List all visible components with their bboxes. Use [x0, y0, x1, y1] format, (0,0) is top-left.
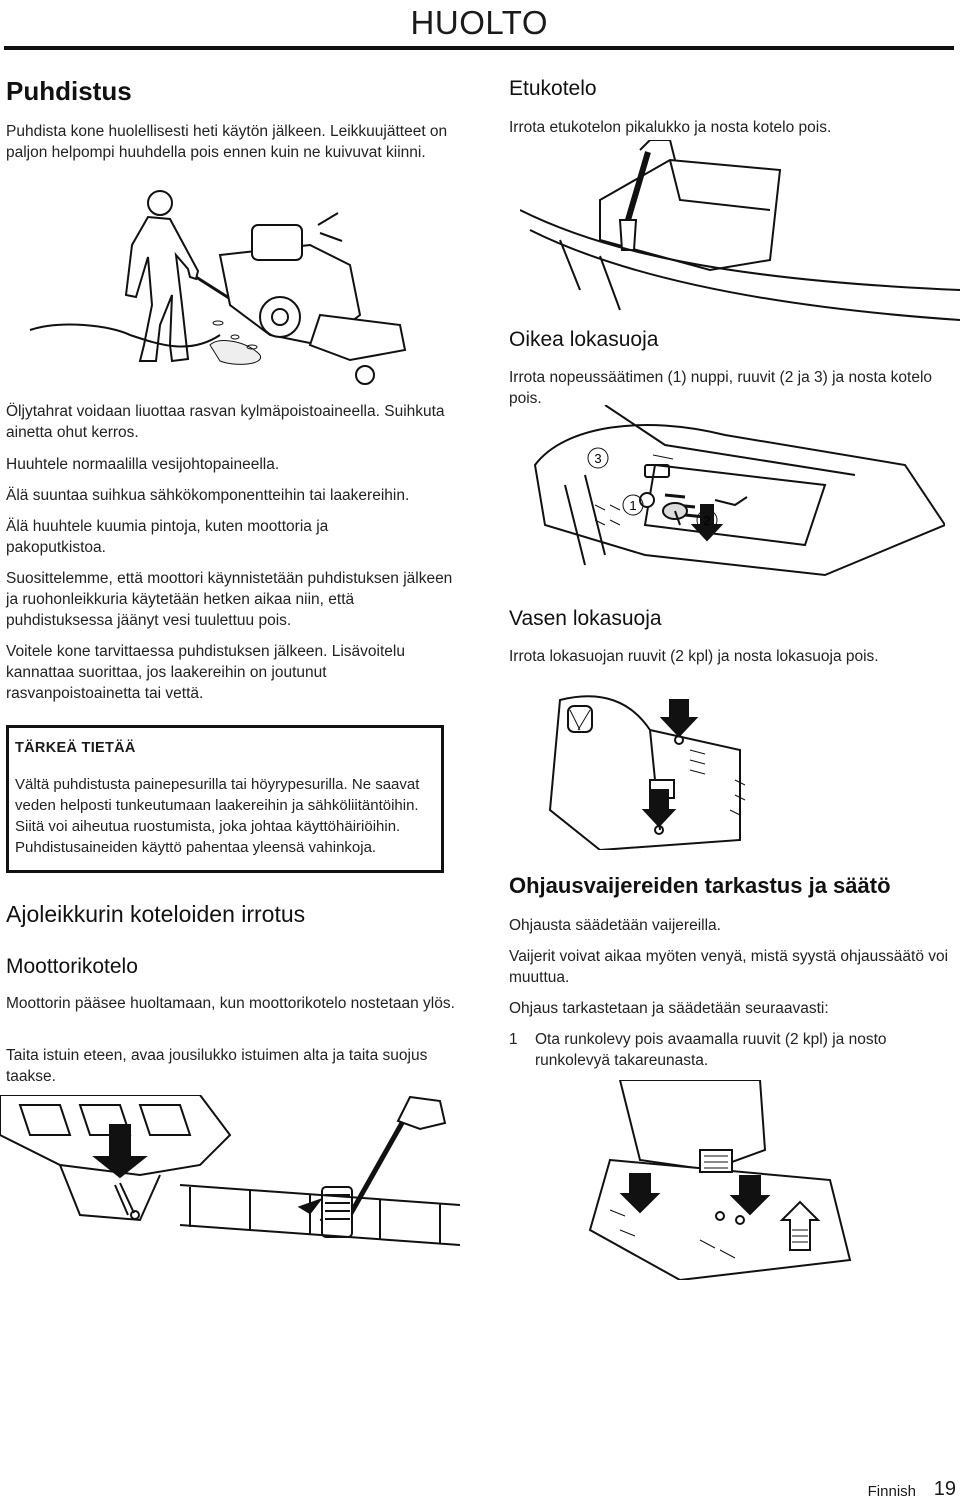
left-fender-illustration [540, 690, 760, 850]
callout-3: 3 [594, 451, 602, 466]
header-rule [4, 46, 954, 50]
right-fender-text: Irrota nopeussäätimen (1) nuppi, ruuvit (2 ja 3) ja nosta kotelo pois. [509, 369, 933, 407]
paragraph-no-spray-electrics: Älä suuntaa suihkua sähkökomponentteihin tai laakereihin. [6, 487, 410, 504]
section-title: HUOLTO [410, 4, 548, 41]
paragraph-run-engine: Suosittelemme, että moottori käynnistetään puhdistuksen jälkeen ja ruohonleikkuria käytetään hetken aikaa niin, että puhdistuksessa jäänyt vesi tuulettuu pois. [6, 570, 453, 629]
callout-2: 2 [703, 513, 711, 528]
paragraph-rinse: Huuhtele normaalilla vesijohtopaineella. [6, 456, 280, 473]
right-fender-illustration [525, 405, 945, 590]
floor-plate-illustration [580, 1080, 860, 1280]
page-number: 19 [933, 1478, 956, 1500]
front-cover-text: Irrota etukotelon pikalukko ja nosta kotelo pois. [509, 119, 832, 136]
steering-text-2: Vaijerit voivat aikaa myöten venyä, mistä syystä ohjaussäätö voi muuttua. [509, 948, 949, 986]
callout-1: 1 [629, 498, 637, 513]
covers-removal-heading: Ajoleikkurin koteloiden irrotus [6, 901, 306, 927]
paragraph-lubricate: Voitele kone tarvittaessa puhdistuksen jälkeen. Lisävoitelu kannattaa suorittaa, jos laakereihin on joutunut rasvanpoistoainetta tai vettä. [6, 643, 405, 702]
left-fender-text: Irrota lokasuojan ruuvit (2 kpl) ja nosta lokasuoja pois. [509, 648, 879, 665]
paragraph-oil-stains: Öljytahrat voidaan liuottaa rasvan kylmäpoistoaineella. Suihkuta ainetta ohut kerros. [6, 403, 445, 441]
front-cover-heading: Etukotelo [509, 77, 597, 100]
engine-cover-text-2: Taita istuin eteen, avaa jousilukko istuimen alta ja taita suojus taakse. [6, 1047, 428, 1085]
engine-cover-illustration [0, 1095, 460, 1280]
page-header [0, 0, 960, 46]
steering-cables-heading: Ohjausvaijereiden tarkastus ja säätö [509, 873, 891, 898]
puhdistus-heading: Puhdistus [6, 76, 132, 106]
steering-text-3: Ohjaus tarkastetaan ja säädetään seuraavasti: [509, 1000, 829, 1017]
engine-cover-text-1: Moottorin pääsee huoltamaan, kun moottorikotelo nostetaan ylös. [6, 995, 455, 1012]
step-number: 1 [509, 1031, 518, 1048]
notice-text: Vältä puhdistusta painepesurilla tai höyrypesurilla. Ne saavat veden helposti tunkeutumaan laakereihin ja sähköliitäntöihin. Siitä voi aiheutua ruostumista, joka johtaa käyttöhäiriöihin. Puhdistusaineiden käyttö pahentaa yleensä vahinkoja. [15, 776, 420, 856]
engine-cover-heading: Moottorikotelo [6, 955, 138, 978]
washing-illustration [20, 185, 440, 390]
front-cover-illustration [520, 140, 960, 330]
important-notice-box [6, 725, 444, 873]
steering-step-1 [509, 1029, 929, 1071]
puhdistus-intro: Puhdista kone huolellisesti heti käytön jälkeen. Leikkuujätteet on paljon helpompi huuhdella pois ennen kuin ne kuivuvat kiinni. [6, 123, 448, 161]
paragraph-no-hot-surfaces: Älä huuhtele kuumia pintoja, kuten moottoria ja pakoputkistoa. [6, 518, 329, 556]
steering-text-1: Ohjausta säädetään vaijereilla. [509, 917, 721, 934]
footer-language: Finnish [867, 1483, 916, 1500]
left-fender-heading: Vasen lokasuoja [509, 607, 662, 630]
right-fender-heading: Oikea lokasuoja [509, 328, 659, 351]
notice-title: TÄRKEÄ TIETÄÄ [15, 740, 136, 756]
step-text: Ota runkolevy pois avaamalla ruuvit (2 kpl) ja nosto runkolevyä takareunasta. [535, 1031, 887, 1069]
